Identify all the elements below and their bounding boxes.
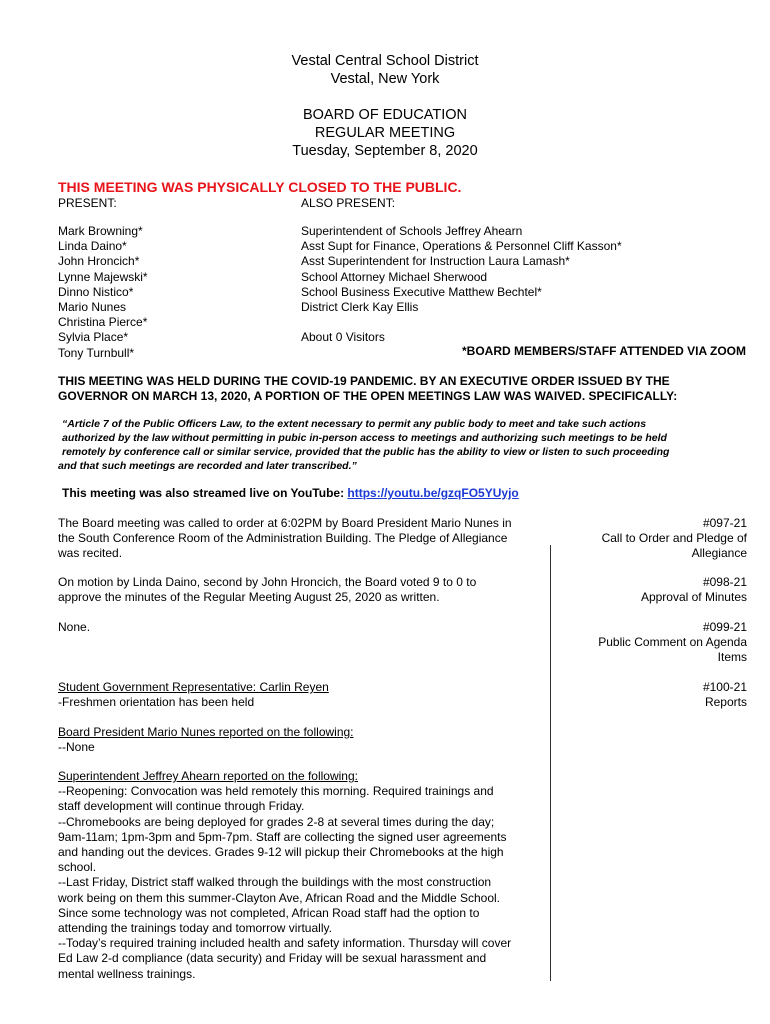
also-present-member: Asst Supt for Finance, Operations & Personnel Cliff Kasson* xyxy=(301,239,622,254)
item-line: was recited. xyxy=(58,546,123,561)
report-line: mental wellness trainings. xyxy=(58,966,196,981)
also-present-label: ALSO PRESENT: xyxy=(301,196,396,210)
report-heading: Superintendent Jeffrey Ahearn reported on the following: xyxy=(58,769,358,783)
item-line: the South Conference Room of the Administration Building. The Pledge of Allegiance xyxy=(58,531,508,546)
also-present-list xyxy=(301,224,622,315)
report-line: staff development will continue through Friday. xyxy=(58,799,305,814)
report-heading: Board President Mario Nunes reported on the following: xyxy=(58,725,354,739)
report-line: and handing out the devices. Grades 9-12 will pickup their Chromebooks at the high xyxy=(58,845,504,860)
present-member: John Hroncich* xyxy=(58,254,140,269)
item-title: Approval of Minutes xyxy=(640,590,747,605)
also-present-member: Superintendent of Schools Jeffrey Ahearn xyxy=(301,224,523,238)
present-member: Linda Daino* xyxy=(58,239,127,254)
superintendent-report xyxy=(58,769,548,982)
item-line: The Board meeting was called to order at 6:02PM by Board President Mario Nunes in xyxy=(58,516,512,530)
report-heading: Student Government Representative: Carlin Reyen xyxy=(58,680,329,694)
report-line: Ed Law 2-d compliance (data security) and Friday will be sexual harassment and xyxy=(58,951,487,966)
president-report xyxy=(58,725,548,755)
zoom-note: *BOARD MEMBERS/STAFF ATTENDED VIA ZOOM xyxy=(462,344,746,358)
also-present-member: Asst Superintendent for Instruction Laura Lamash* xyxy=(301,254,570,269)
item-line: None. xyxy=(58,620,91,634)
meeting-type: REGULAR MEETING xyxy=(314,125,456,141)
item-title: Public Comment on Agenda xyxy=(598,635,747,650)
district-location: Vestal, New York xyxy=(330,71,440,87)
stream-notice xyxy=(62,486,519,501)
item-line: approve the minutes of the Regular Meeting August 25, 2020 as written. xyxy=(58,590,440,605)
present-member: Sylvia Place* xyxy=(58,330,129,345)
item-number: #100-21 xyxy=(702,680,747,694)
item-label xyxy=(547,516,747,562)
also-present-member: School Attorney Michael Sherwood xyxy=(301,269,488,284)
item-label xyxy=(547,620,747,666)
quote-line: remotely by conference call or similar service, provided that the public has the ability to view or listen to such proceeding xyxy=(62,446,670,458)
item-label xyxy=(547,680,747,710)
youtube-link[interactable]: https://youtu.be/gzqFO5YUyjo xyxy=(347,486,519,500)
item-body xyxy=(58,516,548,562)
closed-notice: THIS MEETING WAS PHYSICALLY CLOSED TO THE PUBLIC. xyxy=(58,179,462,195)
item-number: #099-21 xyxy=(702,620,747,634)
report-line: 9am-11am; 1pm-3pm and 5pm-7pm. Staff are collecting the signed user agreements xyxy=(58,829,507,844)
visitors-count: About 0 Visitors xyxy=(301,330,385,344)
column-divider xyxy=(550,545,551,981)
present-member: Lynne Majewski* xyxy=(58,269,148,284)
report-line: --Last Friday, District staff walked through the buildings with the most construction xyxy=(58,875,492,890)
item-number: #098-21 xyxy=(702,575,747,589)
report-line: -Freshmen orientation has been held xyxy=(58,695,255,710)
public-officers-law-quote xyxy=(58,417,758,473)
present-member: Dinno Nistico* xyxy=(58,284,134,299)
item-title: Items xyxy=(717,650,747,665)
present-list xyxy=(58,224,148,361)
item-body xyxy=(58,620,548,635)
stream-text: This meeting was also streamed live on YouTube: xyxy=(62,486,348,500)
report-line: school. xyxy=(58,860,97,875)
item-body xyxy=(58,575,548,605)
item-title: Allegiance xyxy=(691,546,747,561)
report-line: --None xyxy=(58,740,95,755)
student-report xyxy=(58,680,548,710)
item-line: On motion by Linda Daino, second by John Hroncich, the Board voted 9 to 0 to xyxy=(58,575,477,589)
present-member: Christina Pierce* xyxy=(58,315,148,330)
present-member: Mark Browning* xyxy=(58,224,143,238)
report-line: --Chromebooks are being deployed for grades 2-8 at several times during the day; xyxy=(58,814,495,829)
item-title: Call to Order and Pledge of xyxy=(601,531,747,546)
quote-line: and that such meetings are recorded and later transcribed.” xyxy=(58,460,357,472)
present-member: Mario Nunes xyxy=(58,300,127,315)
also-present-member: District Clerk Kay Ellis xyxy=(301,300,419,315)
item-label xyxy=(547,575,747,605)
report-line: Since some technology was not completed, African Road staff had the option to xyxy=(58,905,480,920)
report-line: work being on them this summer-Clayton Ave, African Road and the Middle School. xyxy=(58,890,501,905)
present-label: PRESENT: xyxy=(58,196,117,210)
board-title: BOARD OF EDUCATION xyxy=(302,107,468,123)
meeting-date: Tuesday, September 8, 2020 xyxy=(292,143,478,159)
covid-notice-line: GOVERNOR ON MARCH 13, 2020, A PORTION OF THE OPEN MEETINGS LAW WAS WAIVED. SPECIFICALLY: xyxy=(58,389,678,404)
quote-line: “Article 7 of the Public Officers Law, to the extent necessary to permit any public body to meet and take such actions xyxy=(62,418,647,430)
present-member: Tony Turnbull* xyxy=(58,345,135,360)
item-number: #097-21 xyxy=(702,516,747,530)
quote-line: authorized by the law without permitting in pubic in-person access to meetings and authorizing such meetings to be held xyxy=(62,432,667,444)
covid-notice xyxy=(58,374,758,404)
also-present-member: School Business Executive Matthew Bechtel* xyxy=(301,284,542,299)
item-title: Reports xyxy=(704,695,747,710)
covid-notice-line: THIS MEETING WAS HELD DURING THE COVID-19 PANDEMIC. BY AN EXECUTIVE ORDER ISSUED BY THE xyxy=(58,374,670,388)
report-line: attending the trainings today and tomorrow virtually. xyxy=(58,921,332,936)
report-line: --Today’s required training included health and safety information. Thursday will cover xyxy=(58,936,512,951)
report-line: --Reopening: Convocation was held remotely this morning. Required trainings and xyxy=(58,784,494,799)
district-name: Vestal Central School District xyxy=(291,53,479,69)
